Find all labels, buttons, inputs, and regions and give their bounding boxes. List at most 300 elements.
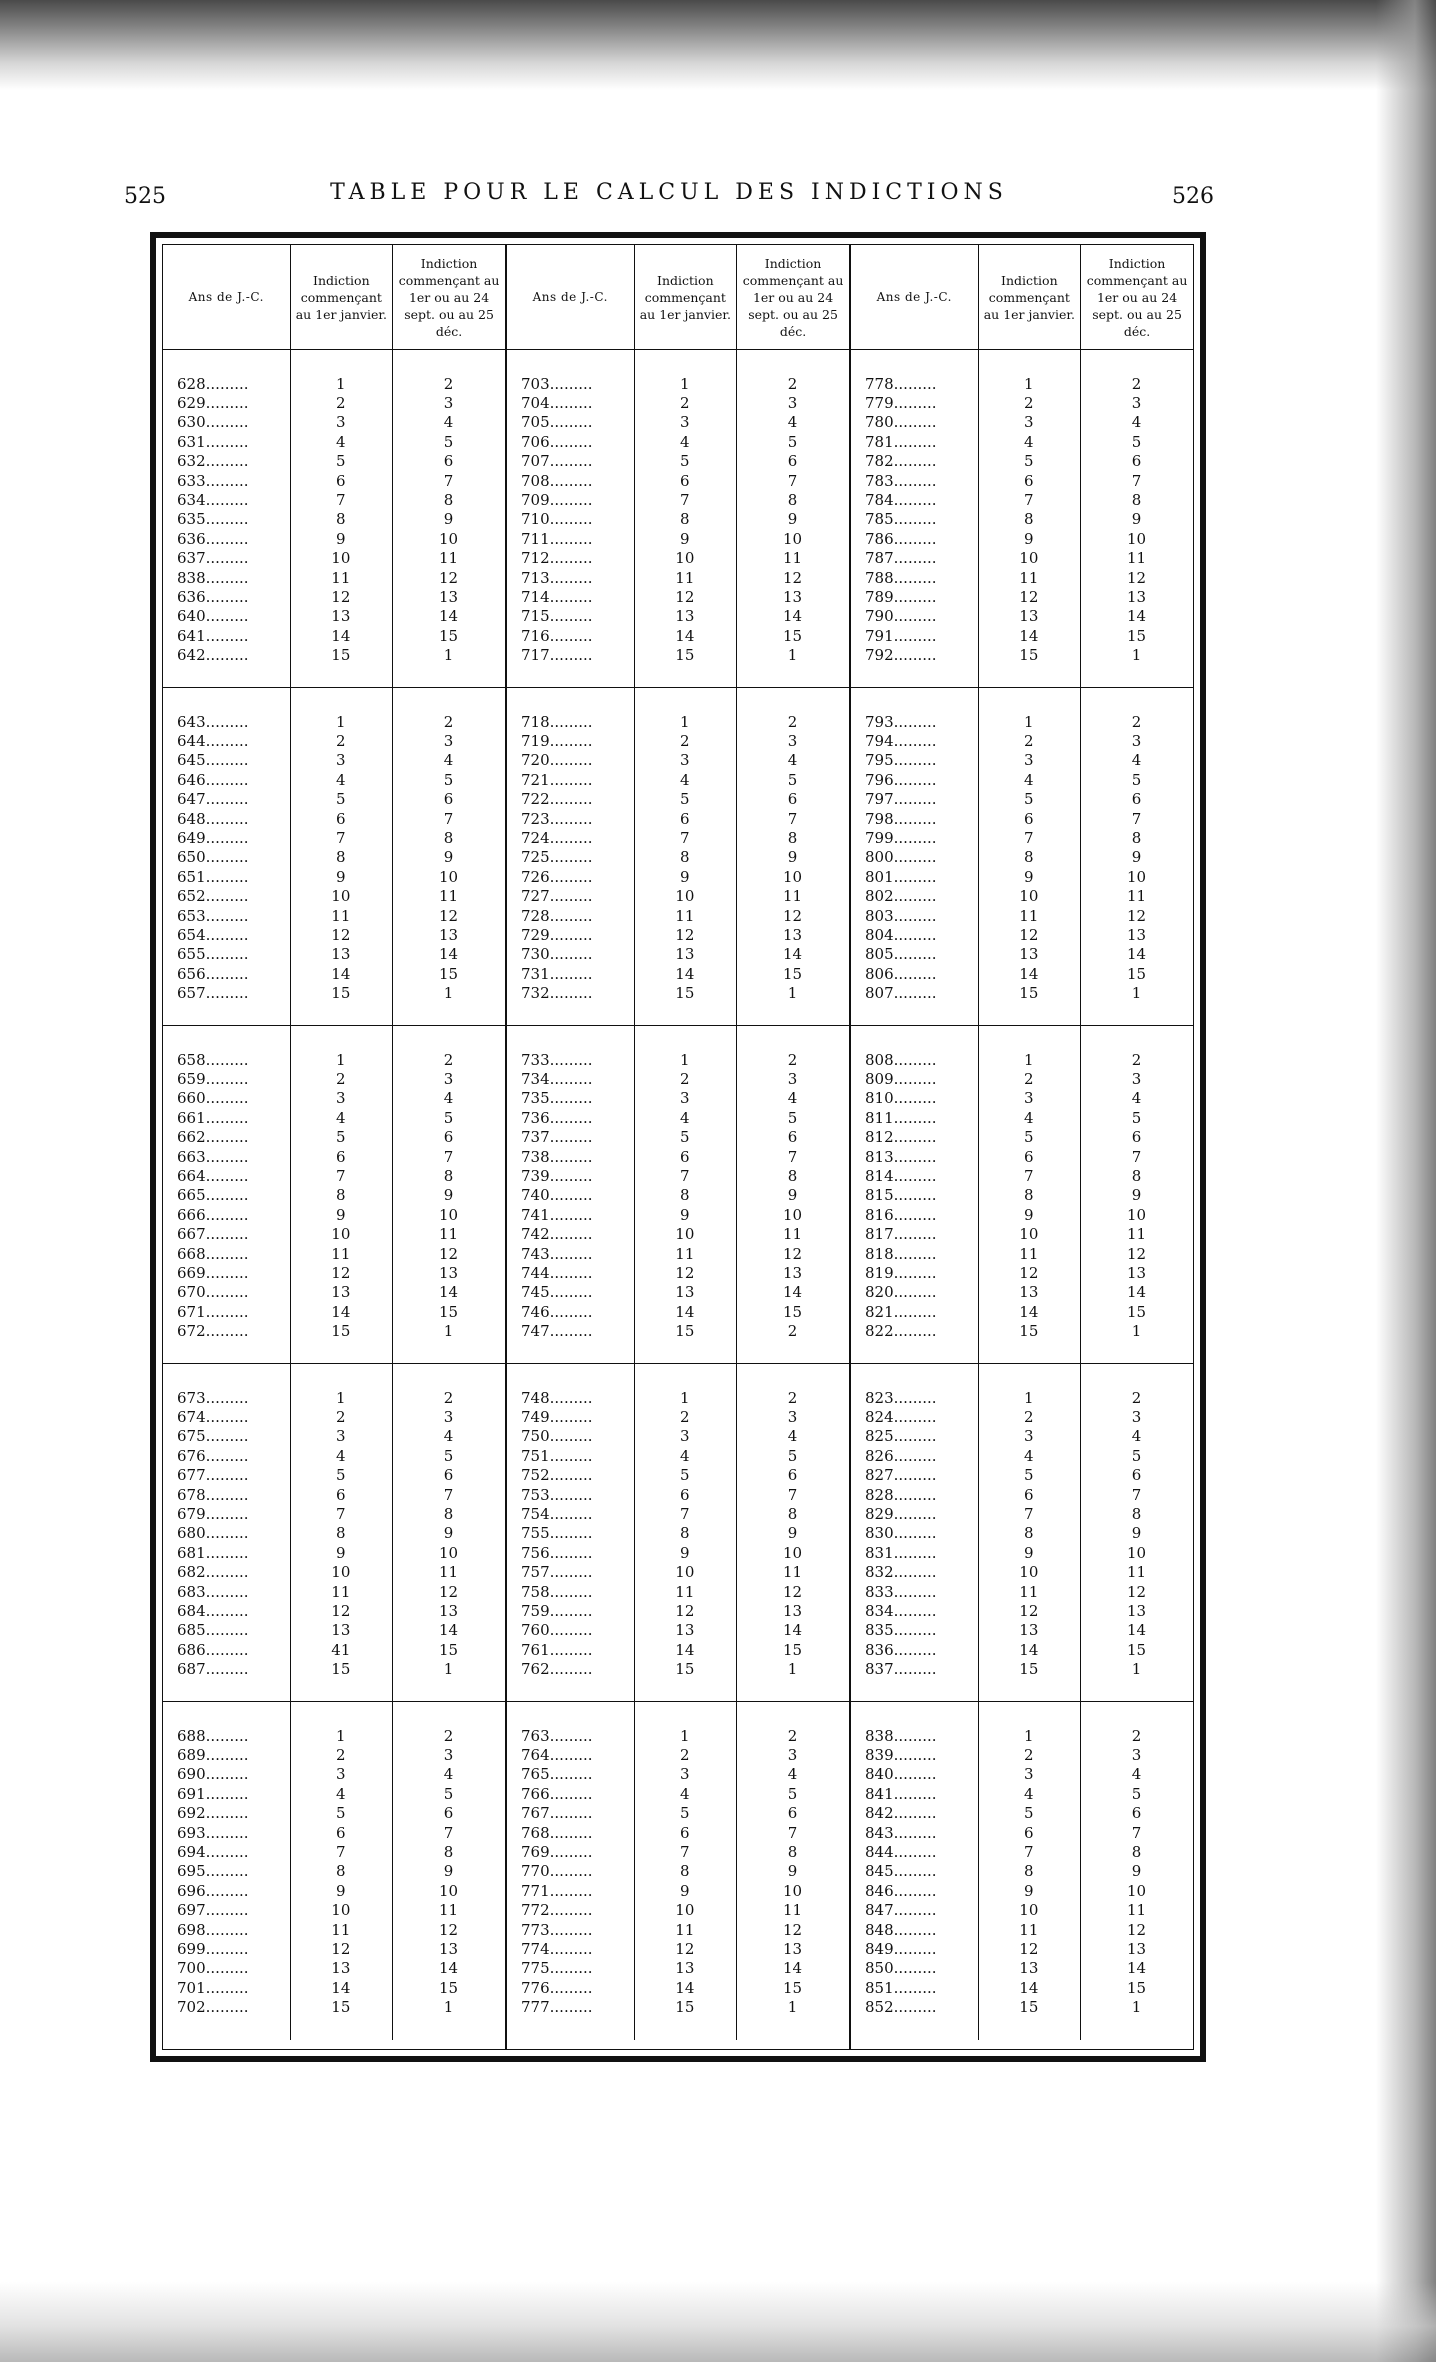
leader-dots: .........: [893, 1784, 937, 1803]
january-indiction-cell: 9: [680, 529, 690, 548]
table-row: [851, 983, 1193, 1002]
leader-dots: .........: [549, 1186, 593, 1205]
year-cell: [851, 1660, 978, 1678]
leader-dots: .........: [893, 1621, 937, 1640]
year-cell: [851, 1602, 978, 1620]
table-row: [507, 1166, 849, 1185]
leader-dots: .........: [893, 1322, 937, 1341]
january-indiction-cell: 8: [680, 510, 690, 529]
table-row: [507, 568, 849, 587]
table-row: [507, 1446, 849, 1465]
september-indiction-cell: 9: [1131, 1186, 1142, 1205]
january-indiction-cell: 15: [675, 646, 695, 665]
january-indiction-cell: 1: [1024, 374, 1034, 393]
year-value: 679: [177, 1505, 206, 1524]
table-row: [851, 906, 1193, 925]
january-indiction-cell: 10: [331, 1901, 351, 1920]
january-indiction-cell: 3: [680, 1089, 690, 1108]
leader-dots: .........: [893, 906, 937, 925]
year-cell: [851, 771, 978, 789]
leader-dots: .........: [205, 1621, 249, 1640]
table-row: [163, 1765, 505, 1784]
year-cell: [163, 1167, 290, 1185]
september-indiction-cell: 11: [1127, 549, 1147, 568]
january-indiction-cell: 14: [1019, 964, 1039, 983]
year-value: 661: [177, 1108, 206, 1127]
year-value: 795: [865, 751, 894, 770]
year-cell: [163, 1322, 290, 1340]
table-row: [507, 1321, 849, 1340]
year-cell: [163, 1427, 290, 1445]
year-cell: [851, 1641, 978, 1659]
january-indiction-cell: 1: [1024, 1050, 1034, 1069]
september-indiction-cell: 2: [443, 1726, 454, 1745]
leader-dots: .........: [893, 770, 937, 789]
table-row: [163, 1601, 505, 1620]
year-value: 812: [865, 1128, 894, 1147]
leader-dots: .........: [205, 1901, 249, 1920]
january-indiction-cell: 7: [1024, 1505, 1034, 1524]
year-cell: [163, 1245, 290, 1263]
september-indiction-cell: 10: [783, 529, 803, 548]
indiction-table: [162, 244, 1194, 2050]
leader-dots: .........: [205, 1070, 249, 1089]
september-indiction-cell: 9: [1131, 1862, 1142, 1881]
leader-dots: .........: [893, 1823, 937, 1842]
leader-dots: .........: [549, 1804, 593, 1823]
september-indiction-cell: 1: [443, 646, 454, 665]
september-indiction-cell: 13: [1127, 1939, 1147, 1958]
table-row: [507, 1563, 849, 1582]
january-indiction-cell: 9: [680, 1881, 690, 1900]
table-row: [507, 645, 849, 664]
september-indiction-cell: 12: [439, 1582, 459, 1601]
september-indiction-cell: 10: [783, 867, 803, 886]
year-value: 793: [865, 712, 894, 731]
january-indiction-cell: 9: [680, 867, 690, 886]
leader-dots: .........: [549, 1660, 593, 1679]
year-value: 757: [521, 1563, 550, 1582]
january-indiction-cell: 7: [680, 491, 690, 510]
leader-dots: .........: [549, 1543, 593, 1562]
january-indiction-cell: 10: [1019, 1563, 1039, 1582]
january-indiction-cell: 5: [1024, 790, 1034, 809]
september-indiction-cell: 3: [787, 1070, 798, 1089]
table-row: [163, 510, 505, 529]
january-indiction-cell: 7: [336, 1843, 346, 1862]
table-row: [163, 471, 505, 490]
year-cell: [163, 1206, 290, 1224]
table-row: [851, 568, 1193, 587]
september-indiction-cell: 9: [1131, 510, 1142, 529]
year-value: 670: [177, 1283, 206, 1302]
september-indiction-cell: 6: [787, 452, 798, 471]
leader-dots: .........: [205, 491, 249, 510]
year-value: 820: [865, 1283, 894, 1302]
january-indiction-cell: 15: [675, 1322, 695, 1341]
year-cell: [163, 452, 290, 470]
year-value: 829: [865, 1505, 894, 1524]
september-indiction-cell: 8: [443, 491, 454, 510]
january-indiction-cell: 5: [1024, 1804, 1034, 1823]
year-cell: [163, 588, 290, 606]
september-indiction-cell: 9: [1131, 1524, 1142, 1543]
page-title: TABLE POUR LE CALCUL DES INDICTIONS: [330, 180, 1008, 205]
table-row: [507, 1920, 849, 1939]
year-cell: [507, 1148, 634, 1166]
september-indiction-cell: 2: [1131, 374, 1142, 393]
year-value: 743: [521, 1244, 550, 1263]
year-value: 740: [521, 1186, 550, 1205]
table-row: [163, 1427, 505, 1446]
table-row: [851, 432, 1193, 451]
january-indiction-cell: 11: [1019, 906, 1039, 925]
table-row: [163, 1147, 505, 1166]
january-indiction-cell: 6: [336, 471, 346, 490]
september-indiction-cell: 6: [443, 1804, 454, 1823]
september-indiction-cell: 13: [783, 1263, 803, 1282]
september-indiction-cell: 14: [1127, 945, 1147, 964]
year-value: 803: [865, 906, 894, 925]
year-cell: [163, 1186, 290, 1204]
september-indiction-cell: 11: [439, 1563, 459, 1582]
year-value: 684: [177, 1601, 206, 1620]
leader-dots: .........: [205, 751, 249, 770]
year-block: [851, 688, 1193, 1026]
table-row: [507, 529, 849, 548]
table-row: [163, 1263, 505, 1282]
leader-dots: .........: [549, 1070, 593, 1089]
year-value: 789: [865, 587, 894, 606]
year-value: 651: [177, 867, 206, 886]
year-value: 705: [521, 413, 550, 432]
year-value: 839: [865, 1746, 894, 1765]
table-row: [163, 1804, 505, 1823]
table-row: [163, 906, 505, 925]
year-value: 794: [865, 732, 894, 751]
year-cell: [507, 1563, 634, 1581]
year-cell: [851, 1882, 978, 1900]
table-row: [163, 1466, 505, 1485]
leader-dots: .........: [549, 568, 593, 587]
column-divider: [392, 688, 393, 1025]
table-row: [507, 848, 849, 867]
leader-dots: .........: [205, 1582, 249, 1601]
year-cell: [507, 965, 634, 983]
year-cell: [507, 1167, 634, 1185]
september-indiction-cell: 2: [443, 1388, 454, 1407]
january-indiction-cell: 1: [680, 1388, 690, 1407]
january-indiction-cell: 4: [1024, 1784, 1034, 1803]
september-indiction-cell: 14: [783, 1959, 803, 1978]
january-indiction-cell: 7: [680, 1167, 690, 1186]
january-indiction-cell: 9: [336, 529, 346, 548]
september-indiction-cell: 7: [787, 1485, 798, 1504]
january-indiction-cell: 11: [331, 568, 351, 587]
january-indiction-cell: 1: [336, 1726, 346, 1745]
year-cell: [163, 627, 290, 645]
leader-dots: .........: [205, 1108, 249, 1127]
september-indiction-cell: 6: [1131, 1466, 1142, 1485]
table-row: [851, 1784, 1193, 1803]
table-row: [507, 867, 849, 886]
year-value: 719: [521, 732, 550, 751]
year-value: 691: [177, 1784, 206, 1803]
table-row: [507, 549, 849, 568]
page-number-left: 525: [124, 184, 166, 209]
september-indiction-cell: 2: [787, 712, 798, 731]
leader-dots: .........: [205, 1881, 249, 1900]
september-indiction-cell: 12: [783, 1920, 803, 1939]
year-cell: [851, 607, 978, 625]
january-indiction-cell: 9: [680, 1205, 690, 1224]
year-value: 836: [865, 1640, 894, 1659]
year-value: 773: [521, 1920, 550, 1939]
january-indiction-cell: 2: [1024, 1070, 1034, 1089]
year-value: 646: [177, 770, 206, 789]
table-row: [163, 1939, 505, 1958]
september-indiction-cell: 2: [1131, 712, 1142, 731]
year-cell: [507, 1824, 634, 1842]
table-row: [507, 887, 849, 906]
leader-dots: .........: [549, 1147, 593, 1166]
table-row: [851, 1901, 1193, 1920]
year-cell: [163, 1940, 290, 1958]
scan-edge-right: [1376, 0, 1436, 2362]
leader-dots: .........: [205, 1263, 249, 1282]
year-value: 642: [177, 646, 206, 665]
year-value: 704: [521, 394, 550, 413]
january-indiction-cell: 10: [331, 1225, 351, 1244]
table-row: [163, 393, 505, 412]
leader-dots: .........: [549, 751, 593, 770]
leader-dots: .........: [893, 452, 937, 471]
year-cell: [507, 1660, 634, 1678]
year-value: 676: [177, 1446, 206, 1465]
table-row: [507, 1842, 849, 1861]
january-indiction-cell: 15: [331, 984, 351, 1003]
table-row: [507, 1765, 849, 1784]
year-value: 666: [177, 1205, 206, 1224]
january-indiction-cell: 8: [336, 1862, 346, 1881]
table-row: [163, 790, 505, 809]
leader-dots: .........: [205, 1862, 249, 1881]
table-row: [851, 887, 1193, 906]
leader-dots: .........: [893, 568, 937, 587]
september-indiction-cell: 3: [443, 1746, 454, 1765]
table-row: [507, 510, 849, 529]
leader-dots: .........: [893, 646, 937, 665]
year-value: 635: [177, 510, 206, 529]
table-row: [163, 1166, 505, 1185]
year-value: 811: [865, 1108, 894, 1127]
january-indiction-header: Indiction commençant au 1er janvier.: [290, 245, 393, 349]
leader-dots: .........: [549, 1601, 593, 1620]
september-indiction-cell: 11: [439, 549, 459, 568]
january-indiction-cell: 8: [336, 510, 346, 529]
year-value: 736: [521, 1108, 550, 1127]
year-cell: [163, 1524, 290, 1542]
leader-dots: .........: [205, 1322, 249, 1341]
leader-dots: .........: [205, 1050, 249, 1069]
september-indiction-cell: 15: [1127, 1978, 1147, 1997]
leader-dots: .........: [549, 732, 593, 751]
table-row: [163, 587, 505, 606]
january-indiction-cell: 3: [1024, 751, 1034, 770]
leader-dots: .........: [205, 829, 249, 848]
year-value: 685: [177, 1621, 206, 1640]
january-indiction-cell: 5: [336, 1466, 346, 1485]
year-value: 758: [521, 1582, 550, 1601]
leader-dots: .........: [205, 1939, 249, 1958]
january-indiction-cell: 4: [680, 1784, 690, 1803]
leader-dots: .........: [893, 1089, 937, 1108]
september-indiction-cell: 7: [443, 809, 454, 828]
year-value: 721: [521, 770, 550, 789]
january-indiction-cell: 5: [336, 452, 346, 471]
year-block: [507, 1702, 849, 2040]
january-indiction-cell: 4: [336, 1784, 346, 1803]
leader-dots: .........: [893, 1881, 937, 1900]
year-cell: [163, 1727, 290, 1745]
column-divider: [634, 688, 635, 1025]
year-cell: [507, 1979, 634, 1997]
september-indiction-cell: 4: [443, 413, 454, 432]
year-value: 655: [177, 945, 206, 964]
september-indiction-cell: 14: [783, 1283, 803, 1302]
table-row: [507, 712, 849, 731]
year-cell: [163, 1862, 290, 1880]
column-divider: [290, 350, 291, 687]
january-indiction-cell: 7: [336, 1167, 346, 1186]
september-indiction-cell: 1: [787, 646, 798, 665]
year-cell: [507, 732, 634, 750]
year-block: [851, 1364, 1193, 1702]
leader-dots: .........: [549, 1901, 593, 1920]
september-indiction-cell: 5: [1131, 770, 1142, 789]
year-cell: [851, 1621, 978, 1639]
september-indiction-cell: 10: [439, 1205, 459, 1224]
september-indiction-cell: 6: [443, 1128, 454, 1147]
table-row: [163, 645, 505, 664]
leader-dots: .........: [205, 1388, 249, 1407]
september-indiction-cell: 5: [1131, 1108, 1142, 1127]
january-indiction-cell: 2: [680, 1070, 690, 1089]
year-value: 835: [865, 1621, 894, 1640]
table-row: [507, 1407, 849, 1426]
year-cell: [507, 1225, 634, 1243]
leader-dots: .........: [893, 829, 937, 848]
table-row: [507, 1485, 849, 1504]
january-indiction-cell: 9: [336, 1543, 346, 1562]
table-row: [163, 751, 505, 770]
year-cell: [851, 413, 978, 431]
leader-dots: .........: [893, 1901, 937, 1920]
table-row: [163, 809, 505, 828]
table-row: [851, 1485, 1193, 1504]
january-indiction-cell: 5: [680, 452, 690, 471]
year-cell: [507, 1303, 634, 1321]
year-value: 766: [521, 1784, 550, 1803]
september-indiction-cell: 4: [787, 1089, 798, 1108]
september-indiction-cell: 15: [783, 1640, 803, 1659]
september-indiction-cell: 15: [1127, 1302, 1147, 1321]
table-row: [851, 1621, 1193, 1640]
year-cell: [507, 1804, 634, 1822]
september-indiction-cell: 14: [783, 945, 803, 964]
year-cell: [851, 1447, 978, 1465]
leader-dots: .........: [549, 626, 593, 645]
year-cell: [851, 1109, 978, 1127]
year-value: 688: [177, 1726, 206, 1745]
leader-dots: .........: [205, 1823, 249, 1842]
leader-dots: .........: [205, 1978, 249, 1997]
leader-dots: .........: [549, 646, 593, 665]
september-indiction-cell: 10: [1127, 529, 1147, 548]
year-cell: [163, 965, 290, 983]
september-indiction-cell: 4: [443, 1089, 454, 1108]
september-indiction-cell: 7: [1131, 471, 1142, 490]
year-cell: [163, 868, 290, 886]
january-indiction-cell: 10: [331, 549, 351, 568]
year-cell: [163, 887, 290, 905]
year-value: 849: [865, 1939, 894, 1958]
year-value: 660: [177, 1089, 206, 1108]
year-value: 802: [865, 887, 894, 906]
january-indiction-cell: 14: [675, 1302, 695, 1321]
january-indiction-cell: 9: [1024, 867, 1034, 886]
table-row: [851, 1466, 1193, 1485]
year-value: 629: [177, 394, 206, 413]
leader-dots: .........: [205, 1147, 249, 1166]
table-row: [507, 925, 849, 944]
table-row: [163, 925, 505, 944]
column-divider: [978, 1364, 979, 1701]
september-indiction-cell: 3: [443, 1070, 454, 1089]
january-indiction-cell: 8: [1024, 510, 1034, 529]
year-value: 778: [865, 374, 894, 393]
leader-dots: .........: [549, 1244, 593, 1263]
year-cell: [851, 1804, 978, 1822]
january-indiction-cell: 13: [331, 607, 351, 626]
year-value: 726: [521, 867, 550, 886]
leader-dots: .........: [205, 587, 249, 606]
column-divider: [290, 1702, 291, 2040]
year-cell: [163, 1148, 290, 1166]
year-cell: [163, 1447, 290, 1465]
year-value: 800: [865, 848, 894, 867]
column-group: [507, 245, 851, 2049]
year-cell: [507, 1998, 634, 2016]
january-indiction-cell: 2: [1024, 1408, 1034, 1427]
leader-dots: .........: [893, 1804, 937, 1823]
table-row: [507, 626, 849, 645]
september-indiction-cell: 8: [1131, 1505, 1142, 1524]
leader-dots: .........: [549, 945, 593, 964]
year-cell: [163, 1785, 290, 1803]
table-row: [163, 983, 505, 1002]
year-cell: [507, 1583, 634, 1601]
table-row: [507, 1302, 849, 1321]
year-value: 844: [865, 1843, 894, 1862]
year-value: 831: [865, 1543, 894, 1562]
table-row: [507, 1504, 849, 1523]
leader-dots: .........: [893, 1640, 937, 1659]
september-indiction-cell: 3: [1131, 1408, 1142, 1427]
january-indiction-header: Indiction commençant au 1er janvier.: [634, 245, 737, 349]
september-indiction-cell: 2: [443, 1050, 454, 1069]
column-group: [851, 245, 1193, 2049]
